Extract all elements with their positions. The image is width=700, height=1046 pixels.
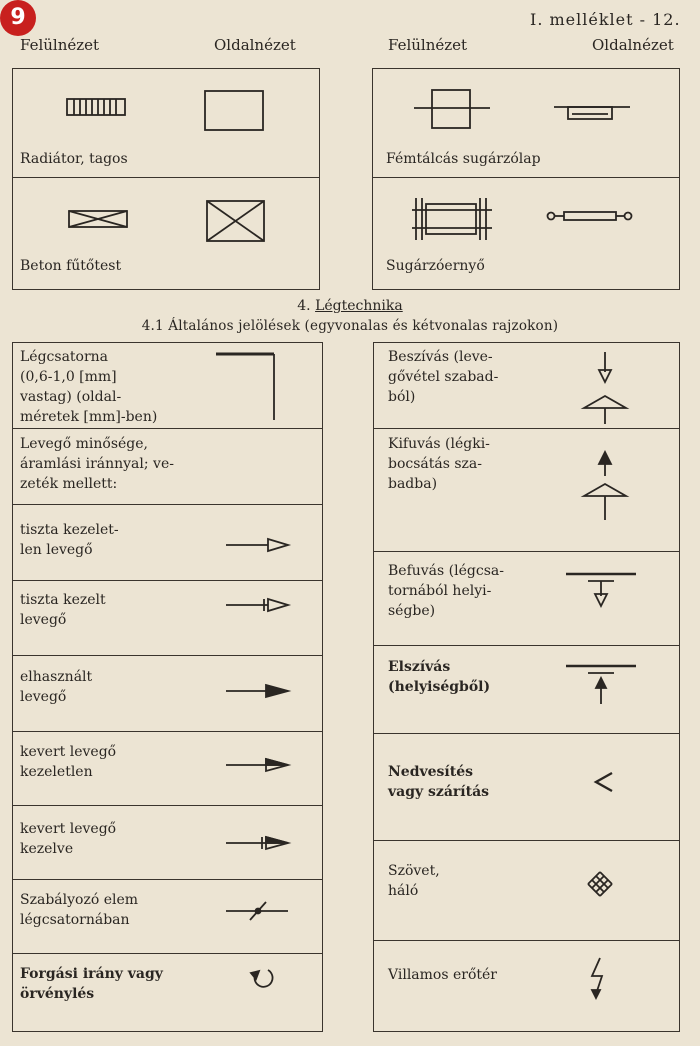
divider [12, 177, 320, 178]
divider [373, 428, 680, 429]
list-item-label: Kifuvás (légki- bocsátás sza- badba) [388, 436, 490, 492]
divider [12, 428, 323, 429]
list-item-label: Forgási irány vagy örvénylés [20, 966, 163, 1002]
divider [12, 504, 323, 505]
page-badge: 9 [0, 0, 36, 36]
list-item-label: kevert levegő kezelve [20, 821, 117, 857]
page-reference: I. melléklet - 12. [530, 10, 681, 29]
top-view-header-left: Felülnézet [20, 36, 100, 54]
exhaust-icon [582, 446, 628, 522]
list-item-label: kevert levegő kezeletlen [20, 744, 117, 780]
list-item-label: tiszta kezelet- len levegő [20, 522, 119, 558]
humidify-icon [592, 770, 616, 794]
open-arrow-icon [226, 538, 290, 552]
divider [373, 840, 680, 841]
top-view-header-right: Felülnézet [388, 36, 468, 54]
list-item-label: Nedvesítés vagy szárítás [388, 764, 490, 800]
half-arrow-icon [226, 758, 290, 772]
radiant-screen-label: Sugárzóernyő [386, 258, 485, 274]
list-item-label: Légcsatorna (0,6-1,0 [mm] vastag) (oldal- méretek [mm]-ben) [20, 349, 158, 425]
electric-field-icon [588, 956, 608, 1000]
side-view-header-left: Oldalnézet [214, 36, 296, 54]
section-number: 4. [297, 298, 311, 314]
list-item-label: tiszta kezelt levegő [20, 592, 106, 628]
section-subtitle: 4.1 Általános jelölések (egyvonalas és kétvonalas rajzokon) [141, 318, 559, 334]
supply-icon [566, 570, 638, 614]
duct-t-icon [216, 350, 274, 422]
radiant-screen-top-icon [412, 196, 492, 242]
extract-icon [566, 662, 638, 706]
radiant-screen-side-icon [546, 208, 634, 224]
rotation-icon [248, 964, 278, 994]
side-view-header-right: Oldalnézet [592, 36, 674, 54]
concrete-heater-label: Beton fűtőtest [20, 258, 122, 274]
list-item-label: Befuvás (légcsa- tornából helyi- ségbe) [388, 563, 504, 619]
divider [373, 551, 680, 552]
divider [12, 879, 323, 880]
divider [12, 655, 323, 656]
radiator-side-icon [204, 90, 264, 132]
metal-panel-label: Fémtálcás sugárzólap [386, 151, 541, 167]
list-item-label: Levegő minősége, áramlási iránnyal; ve- zeték mellett: [20, 436, 174, 492]
filled-arrow-icon [226, 684, 290, 698]
radiator-label: Radiátor, tagos [20, 151, 128, 167]
divider [12, 953, 323, 954]
metal-panel-top-icon [414, 88, 490, 132]
intake-icon [582, 350, 628, 426]
metal-panel-side-icon [554, 104, 630, 122]
mesh-icon [586, 870, 614, 898]
list-item-label: Szövet, háló [388, 863, 440, 899]
concrete-heater-side-icon [206, 200, 266, 244]
half-arrow-bar-icon [226, 836, 290, 850]
concrete-heater-top-icon [68, 210, 130, 230]
list-item-label: Beszívás (leve- gővétel szabad- ból) [388, 349, 499, 405]
list-item-label: Szabályozó elem légcsatornában [20, 892, 139, 928]
divider [373, 733, 680, 734]
list-item-label: Villamos erőtér [388, 967, 497, 983]
divider [373, 940, 680, 941]
damper-icon [226, 900, 290, 922]
divider [12, 580, 323, 581]
list-item-label: Elszívás (helyiségből) [388, 659, 491, 695]
divider [12, 731, 323, 732]
open-arrow-bar-icon [226, 598, 290, 612]
list-item-label: elhasznált levegő [20, 669, 93, 705]
section-title: Légtechnika [315, 298, 403, 314]
divider [12, 805, 323, 806]
divider [373, 645, 680, 646]
radiator-top-icon [66, 98, 126, 118]
section-heading [0, 298, 700, 314]
divider [372, 177, 680, 178]
